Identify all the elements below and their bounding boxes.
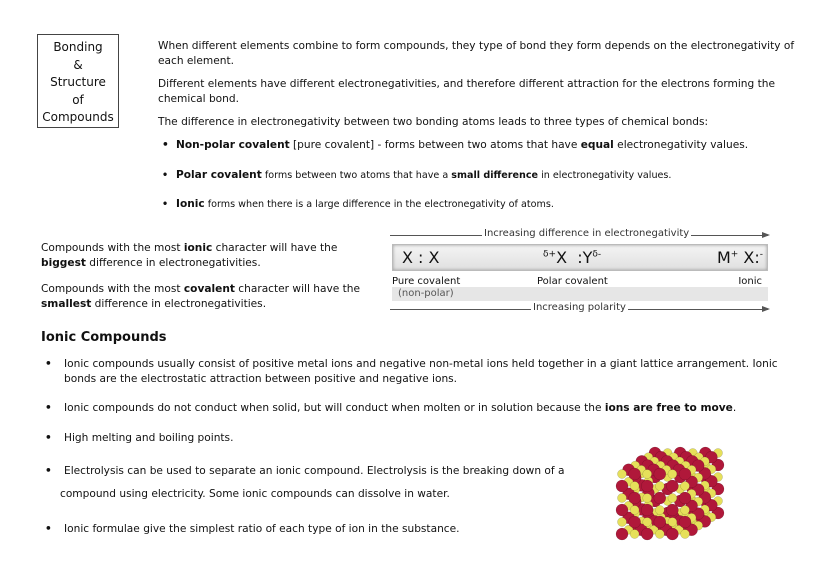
anion-sphere xyxy=(618,518,627,527)
cation-sphere xyxy=(629,492,641,504)
anion-sphere xyxy=(681,506,690,515)
title-box xyxy=(37,34,119,128)
term: small difference xyxy=(451,170,539,181)
ionic-lattice-image xyxy=(612,418,742,544)
intro-paragraph-1: When different elements combine to form compounds, they type of bond they form depends on the electronegativity of each element. xyxy=(158,40,795,67)
anion-sphere xyxy=(655,530,664,539)
anion-sphere xyxy=(643,494,652,503)
cation-sphere xyxy=(666,528,678,540)
ionic-bullet-2: • Ionic compounds do not conduct when solid, but will conduct when molten or in solution because the ions are free to move. xyxy=(64,401,804,416)
cation-sphere xyxy=(629,516,641,528)
cation-sphere xyxy=(679,516,691,528)
ionic-bullet-1: • Ionic compounds usually consist of positive metal ions and negative non-metal ions held together in a giant lattice arrangement. Ionic bonds are the electrostatic attraction between positive and negative ions. xyxy=(64,357,804,387)
title-line: Structure xyxy=(50,75,106,89)
anion-sphere xyxy=(643,470,652,479)
bond-type-ionic xyxy=(176,197,554,212)
ionic-formula: M+ X:- xyxy=(716,248,763,267)
note-ionic: Compounds with the most ionic character will have the biggest difference in electronegativities. xyxy=(41,242,338,269)
intro-paragraph-3: The difference in electronegativity between two bonding atoms leads to three types of chemical bonds: xyxy=(158,116,709,128)
nonpolar-formula: X : X xyxy=(402,248,440,267)
cation-sphere xyxy=(641,480,653,492)
cation-sphere xyxy=(616,480,628,492)
cation-sphere xyxy=(616,528,628,540)
electronegativity-diagram xyxy=(390,228,768,320)
anion-sphere xyxy=(630,482,639,491)
cation-sphere xyxy=(679,468,691,480)
text: forms when there is a large difference in the electronegativity of atoms. xyxy=(204,199,554,210)
anion-sphere xyxy=(630,530,639,539)
section-heading: Ionic Compounds xyxy=(41,330,167,345)
label-nonpolar: (non-polar) xyxy=(398,288,454,299)
anion-sphere xyxy=(655,482,664,491)
cation-sphere xyxy=(654,468,666,480)
title-line: of xyxy=(72,92,84,107)
text: in electronegativity values. xyxy=(538,170,672,181)
cation-sphere xyxy=(629,468,641,480)
ionic-bullet-3: • High melting and boiling points. xyxy=(64,431,804,446)
anion-sphere xyxy=(618,470,627,479)
text: forms between two atoms that have a xyxy=(261,170,452,181)
intro-paragraph-2: Different elements have different electronegativities, and therefore different attraction for the electrons forming the chemical bond. xyxy=(158,78,775,105)
note-covalent: Compounds with the most covalent character will have the smallest difference in electronegativities. xyxy=(41,283,361,310)
label-pure-covalent: Pure covalent xyxy=(392,276,461,287)
anion-sphere xyxy=(681,530,690,539)
anion-sphere xyxy=(618,494,627,503)
cation-sphere xyxy=(679,492,691,504)
anion-sphere xyxy=(668,494,677,503)
cation-sphere xyxy=(641,504,653,516)
term: Polar covalent xyxy=(176,169,262,181)
term: equal xyxy=(580,139,614,151)
anion-sphere xyxy=(630,506,639,515)
anion-sphere xyxy=(668,470,677,479)
bond-type-polar xyxy=(176,168,671,183)
cation-sphere xyxy=(616,504,628,516)
label-ionic: Ionic xyxy=(738,276,762,287)
text: [pure covalent] - forms between two atoms that have xyxy=(289,139,581,151)
anion-sphere xyxy=(655,506,664,515)
title-line: Bonding xyxy=(53,40,103,54)
anion-sphere xyxy=(643,518,652,527)
title-line: Compounds xyxy=(42,110,114,124)
polar-formula: $^{\delta+}$X $:Y^{\delta-}$ xyxy=(543,248,602,267)
anion-sphere xyxy=(668,518,677,527)
anion-sphere xyxy=(681,482,690,491)
text: electronegativity values. xyxy=(613,139,749,151)
term: Ionic xyxy=(176,198,205,210)
cation-sphere xyxy=(641,528,653,540)
term: Non-polar covalent xyxy=(176,139,290,151)
cation-sphere xyxy=(666,480,678,492)
ionic-bullet-5: • Ionic formulae give the simplest ratio of each type of ion in the substance. xyxy=(64,522,804,537)
label-polar-covalent: Polar covalent xyxy=(537,276,608,287)
cation-sphere xyxy=(654,516,666,528)
ionic-bullet-4: • Electrolysis can be used to separate an ionic compound. Electrolysis is the breaking down of a compound using electricity. Some ionic compounds can dissolve in water. xyxy=(64,460,584,506)
bond-type-nonpolar xyxy=(176,138,748,153)
cation-sphere xyxy=(654,492,666,504)
title-line: & xyxy=(73,57,83,72)
bond-spectrum-bar xyxy=(392,244,768,271)
bottom-arrow-label: Increasing polarity xyxy=(533,302,626,313)
cation-sphere xyxy=(666,504,678,516)
top-arrow-label: Increasing difference in electronegativity xyxy=(484,228,690,239)
